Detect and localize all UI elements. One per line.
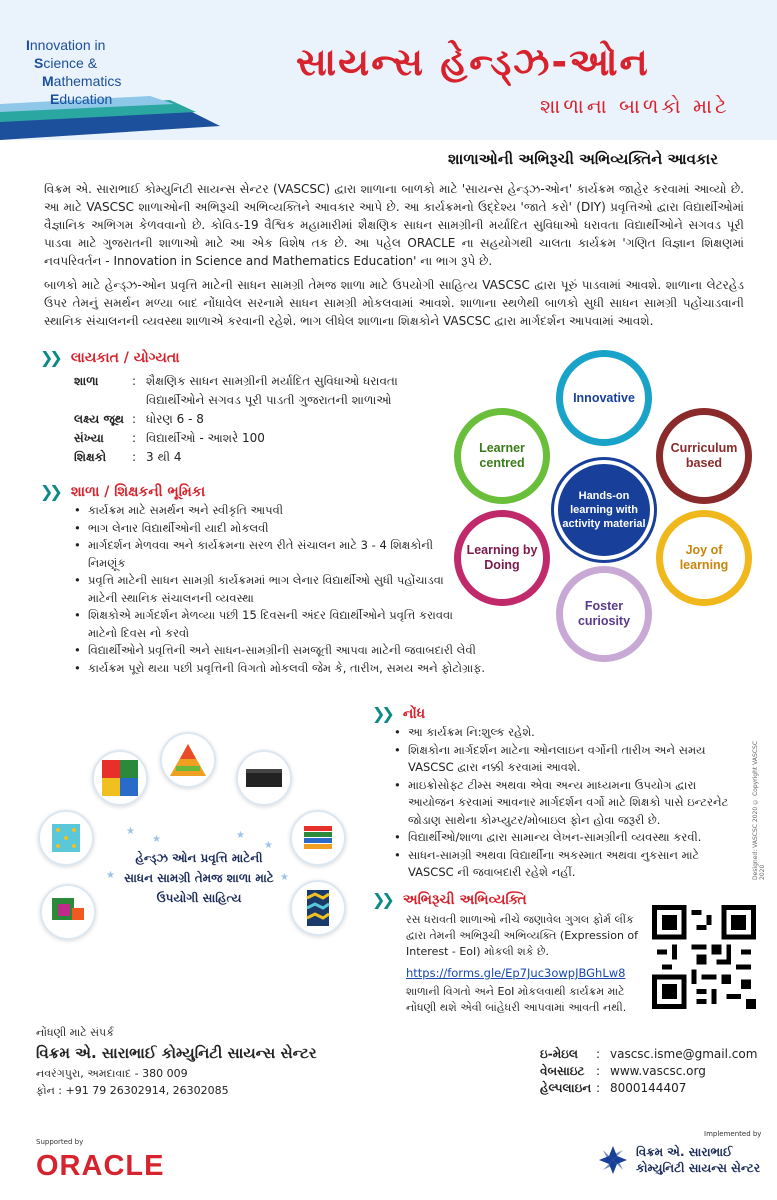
list-item: • કાર્યક્રમ પૂરો થયા પછી પ્રવૃત્તિની વિગતો મોકલવી જેમ કે, તારીખ, સમય અને ફોટોગ્રાફ. bbox=[74, 660, 534, 678]
vascsc-name-line2: કોમ્યુનિટી સાયન્સ સેન્ટર bbox=[636, 1161, 761, 1175]
petal-curriculum: Curriculum based bbox=[656, 408, 752, 504]
page-title: સાયન્સ હેન્ડ્ઝ-ઓન bbox=[296, 40, 650, 84]
page-subtitle: શાળાના બાળકો માટે bbox=[540, 94, 730, 118]
star-icon: ★ bbox=[264, 840, 273, 851]
star-icon: ★ bbox=[280, 872, 289, 883]
role-heading: ❯❯ શાળા / શિક્ષકની ભૂમિકા bbox=[40, 482, 206, 501]
role-list bbox=[74, 502, 486, 677]
flower-center: Hands-on learning with activity material bbox=[554, 460, 654, 560]
materials-illustration bbox=[36, 730, 336, 960]
vascsc-name-line1: વિક્રમ એ. સારાભાઈ bbox=[636, 1145, 733, 1159]
cube-grid-icon bbox=[92, 750, 148, 806]
list-item: • ભાગ લેનાર વિદ્યાર્થીઓની યાદી મોકલવી bbox=[74, 520, 454, 538]
eoi-text: રસ ધરાવતી શાળાઓ નીચે જણાવેલ ગુગલ ફોર્મ લીંક દ્વારા તેમની અભિરૂચી અભિવ્યક્તિ (Expression of Interest - EoI) મોકલી શકે છે. bbox=[406, 913, 639, 958]
petal-doing: Learning by Doing bbox=[454, 510, 550, 606]
list-item: • આ કાર્યક્રમ નિ:શુલ્ક રહેશે. bbox=[394, 724, 740, 742]
color-squares-icon bbox=[40, 884, 96, 940]
eoi-disclaimer: શાળાની વિગતો અને EoI મોકલવાથી કાર્યક્રમ માટે નોંધણી થશે એવી બાંહેધરી આપવામાં આવતી નથી. bbox=[406, 985, 627, 1014]
sticker-cube-icon bbox=[38, 810, 94, 866]
petal-innovative: Innovative bbox=[556, 350, 652, 446]
vascsc-emblem-icon bbox=[598, 1145, 628, 1175]
box-icon bbox=[236, 750, 292, 806]
note-list bbox=[394, 724, 740, 882]
eligibility-table bbox=[74, 372, 454, 467]
contact-row: ઇ-મેઇલ : vascsc.isme@gmail.com bbox=[540, 1047, 758, 1061]
list-item: • કાર્યક્રમ માટે સમર્થન અને સ્વીકૃતિ આપવી bbox=[74, 502, 454, 520]
helpline-number: 8000144407 bbox=[610, 1081, 687, 1095]
pyramid-icon bbox=[160, 732, 216, 788]
eligibility-row: શાળા : શૈક્ષણિક સાધન સામગ્રીની મર્યાદિત સુવિધાઓ ધરાવતા વિદ્યાર્થીઓને સગવડ પૂરી પાડતી ગુજરાતની શાળાઓ bbox=[74, 374, 398, 407]
star-icon: ★ bbox=[236, 830, 245, 841]
contact-row: વેબસાઇટ : www.vascsc.org bbox=[540, 1064, 706, 1078]
oracle-logo: ORACLE bbox=[36, 1150, 165, 1182]
illustration-caption: હેન્ડ્ઝ ઓન પ્રવૃત્તિ માટેની સાધન સામગ્રી તેમજ શાળા માટે ઉપયોગી સાહિત્ય bbox=[124, 851, 274, 905]
list-item: • પ્રવૃત્તિ માટેની સાધન સામગ્રી કાર્યક્રમમાં ભાગ લેનાર વિદ્યાર્થીઓ સુધી પહોંચાડવા માટેની સ્થાનિક સંચાલનની વ્યવસ્થા bbox=[74, 572, 454, 607]
contact-org: વિક્રમ એ. સારાભાઈ કોમ્યુનિટી સાયન્સ સેન્ટર bbox=[36, 1044, 317, 1062]
implemented-by-label: Implemented by bbox=[704, 1130, 762, 1138]
contact-row: હેલ્પલાઇન : 8000144407 bbox=[540, 1081, 687, 1095]
contact-phone: ફોન : +91 79 26302914, 26302085 bbox=[36, 1084, 229, 1097]
invite-heading: શાળાઓની અભિરૂચી અભિવ્યક્તિને આવકાર bbox=[448, 150, 718, 168]
star-icon: ★ bbox=[152, 834, 161, 845]
top-banner bbox=[0, 0, 777, 140]
support-paragraph: બાળકો માટે હેન્ડ્ઝ-ઓન પ્રવૃત્તિ માટેની સાધન સામગ્રી તેમજ શાળા માટે ઉપયોગી સાહિત્ય VASCSC દ્વારા પૂરું પાડવામાં આવશે. શાળાના લેટરહેડ ઉપર તેમનું સમર્થન મળ્યા બાદ નોંધાવેલ સરનામે સાધન સામગ્રી મોકલવામાં આવશે. શાળાના સ્થળેથી બાળકો સુધી સાધન સામગ્રી પહોંચાડવાની સ્થાનિક સંચાલનની વ્યવસ્થા શાળાએ કરવાની રહેશે. ભાગ લીધેલ શાળાના શિક્ષકોને VASCSC દ્વારા માર્ગદર્શન આપવામાં આવશે. bbox=[44, 278, 744, 328]
eoi-form-link[interactable]: https://forms.gle/Ep7Juc3owpJBGhLw8 bbox=[406, 966, 626, 980]
chevron-right-icon: ❯❯ bbox=[372, 890, 391, 909]
isme-logo: Innovation in Science & Mathematics Education bbox=[26, 37, 122, 107]
vascsc-logo bbox=[598, 1140, 768, 1180]
list-item: • સાધન-સામગ્રી અથવા વિદ્યાર્થીના અકસ્માત અથવા નુકસાન માટે VASCSC ની જવાબદારી રહેશે નહીં. bbox=[394, 847, 740, 882]
petal-joy: Joy of learning bbox=[656, 510, 752, 606]
supported-by-label: Supported by bbox=[36, 1138, 84, 1146]
star-icon: ★ bbox=[126, 826, 135, 837]
petal-curiosity: Foster curiosity bbox=[556, 566, 652, 662]
contact-label: નોંધણી માટે સંપર્ક bbox=[36, 1026, 114, 1039]
eoi-heading: ❯❯ અભિરૂચી અભિવ્યક્તિ bbox=[372, 890, 527, 909]
petal-learner: Learner centred bbox=[454, 408, 550, 504]
folder-pattern-icon bbox=[290, 880, 346, 936]
list-item: • વિદ્યાર્થીઓને પ્રવૃત્તિની અને સાધન-સામગ્રીની સમજૂતી આપવા માટેની જવાબદારી લેવી bbox=[74, 642, 534, 660]
eligibility-row: સંખ્યા : વિદ્યાર્થીઓ - આશરે 100 bbox=[74, 431, 265, 445]
eligibility-row: લક્ષ્ય જૂથ : ધોરણ 6 - 8 bbox=[74, 412, 204, 426]
chevron-right-icon: ❯❯ bbox=[40, 482, 59, 501]
chevron-right-icon: ❯❯ bbox=[40, 348, 59, 367]
list-item: • વિદ્યાર્થીઓ/શાળા દ્વારા સામાન્ય લેખન-સામગ્રીની વ્યવસ્થા કરવી. bbox=[394, 829, 740, 847]
learning-flower-diagram bbox=[440, 346, 768, 670]
list-item: • શિક્ષકોના માર્ગદર્શન માટેના ઓનલાઇન વર્ગોની તારીખ અને સમય VASCSC દ્વારા નક્કી કરવામાં આવશે. bbox=[394, 742, 740, 777]
design-credit: Designed: VASCSC 2020 © Copyright VASCSC 2020 bbox=[752, 740, 766, 880]
contact-details bbox=[540, 1046, 757, 1097]
book-stack-icon bbox=[290, 810, 346, 866]
list-item: • માર્ગદર્શન મેળવવા અને કાર્યક્રમના સરળ રીતે સંચાલન માટે 3 - 4 શિક્ષકોની નિમણૂંક bbox=[74, 537, 454, 572]
contact-block bbox=[36, 1024, 317, 1099]
list-item: • શિક્ષકોએ માર્ગદર્શન મેળવ્યા પછી 15 દિવસની અંદર વિદ્યાર્થીઓને પ્રવૃત્તિ કરાવવા માટેનો દિવસ નો કરવો bbox=[74, 607, 454, 642]
email-link[interactable]: vascsc.isme@gmail.com bbox=[610, 1047, 758, 1061]
qr-code[interactable] bbox=[652, 905, 756, 1009]
intro-paragraph: વિક્રમ એ. સારાભાઈ કોમ્યુનિટી સાયન્સ સેન્ટર (VASCSC) દ્વારા શાળાના બાળકો માટે 'સાયન્સ હેન્ડ્ઝ-ઓન' કાર્યક્રમ જાહેર કરવામાં આવ્યો છે. આ માટે VASCSC શાળાઓની અભિરૂચી અભિવ્યક્તિને આવકાર આપે છે. આ કાર્યક્રમનો ઉદ્દેશ્ય 'જાતે કરો' (DIY) પ્રવૃત્તિઓ દ્વારા વિદ્યાર્થીઓમાં વૈજ્ઞાનિક અભિગમ કેળવવાનો છે. કોવિડ-19 વૈશ્વિક મહામારીમાં શૈક્ષણિક સાધન સામગ્રીની મર્યાદિત સુવિધાઓ ધરાવતા વિદ્યાર્થીઓને સગવડ પૂરી પાડવા માટે ગુજરાતની શાળાઓ માટે આ એક વિશેષ તક છે. આ પહેલ ORACLE ના સહયોગથી ચાલતા કાર્યક્રમ 'ગણિત વિજ્ઞાન શિક્ષણમાં નવપરિવર્તન - Innovation in Science and Mathematics Education' ના ભાગ રૂપે છે. bbox=[44, 182, 744, 268]
eligibility-heading: ❯❯ લાયકાત / યોગ્યતા bbox=[40, 348, 180, 367]
website-link[interactable]: www.vascsc.org bbox=[610, 1064, 706, 1078]
list-item: • માઇક્રોસોફ્ટ ટીમ્સ અથવા એવા અન્ય માધ્યમના ઉપયોગ દ્વારા આયોજન કરવામાં આવનાર માર્ગદર્શન વર્ગો માટે શિક્ષકો પાસે ઇન્ટરનેટ જોડાણ સાથેના કોમ્પ્યુટર/મોબાઇલ ફોન હોવા જરૂરી છે. bbox=[394, 777, 740, 830]
star-icon: ★ bbox=[106, 870, 115, 881]
note-heading: ❯❯ નોંધ bbox=[372, 704, 426, 723]
contact-address: નવરંગપુરા, અમદાવાદ - 380 009 bbox=[36, 1067, 188, 1080]
chevron-right-icon: ❯❯ bbox=[372, 704, 391, 723]
eligibility-row: શિક્ષકો : 3 થી 4 bbox=[74, 450, 182, 464]
